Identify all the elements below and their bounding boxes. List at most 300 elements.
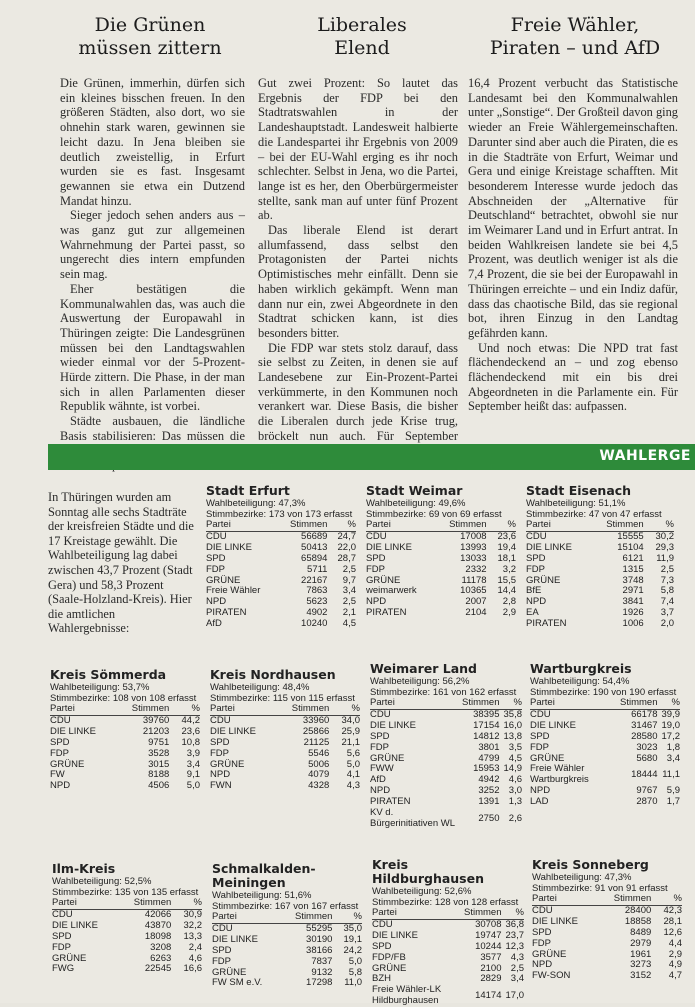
result-box <box>526 484 674 630</box>
table-row <box>50 749 200 760</box>
vote-count: 65894 <box>301 552 328 564</box>
table-header-row <box>526 520 674 531</box>
vote-count: 42066 <box>144 908 172 920</box>
result-box <box>52 862 202 975</box>
vote-percent: 5,0 <box>346 758 360 770</box>
party-name: NPD <box>366 596 387 608</box>
headline-freie-waehler: Freie Wähler, Piraten – und AfD <box>489 14 661 59</box>
table-row <box>366 565 516 576</box>
table-row <box>210 738 360 749</box>
vote-count: 10365 <box>460 585 487 597</box>
header-percent: % <box>487 520 516 531</box>
vote-percent: 5,6 <box>346 747 360 759</box>
vote-percent: 4,5 <box>508 752 522 764</box>
vote-percent: 4,5 <box>342 618 356 630</box>
vote-count: 14812 <box>473 730 500 742</box>
header-votes: Stimmen <box>115 898 172 909</box>
header-votes: Stimmen <box>113 704 170 715</box>
turnout-label: Wahlbeteiligung: 51,1% <box>526 498 626 509</box>
vote-count: 2750 <box>478 812 500 824</box>
result-box <box>370 662 522 830</box>
vote-percent: 5,9 <box>666 785 680 797</box>
party-name: LAD <box>530 796 549 808</box>
table-row <box>530 764 680 786</box>
vote-percent: 3,4 <box>666 752 680 764</box>
party-name: DIE LINKE <box>526 541 572 553</box>
table-row <box>526 543 674 554</box>
vote-percent: 2,9 <box>668 948 682 960</box>
vote-percent: 3,4 <box>186 758 200 770</box>
vote-percent: 28,7 <box>337 552 356 564</box>
table-header-row <box>532 894 682 905</box>
table-header-row <box>50 704 200 715</box>
party-name: CDU <box>370 708 391 720</box>
party-name: DIE LINKE <box>212 933 258 945</box>
turnout-label: Wahlbeteiligung: 49,6% <box>366 498 466 509</box>
table-row <box>50 781 200 792</box>
party-name: CDU <box>366 530 387 542</box>
table-header-row <box>212 912 362 923</box>
party-name: AfD <box>206 618 222 630</box>
table-row <box>530 721 680 732</box>
header-party: Partei <box>370 698 458 709</box>
vote-percent: 24,7 <box>337 530 356 542</box>
vote-percent: 21,1 <box>341 736 360 748</box>
vote-percent: 4,6 <box>508 774 522 786</box>
vote-percent: 3,9 <box>186 747 200 759</box>
vote-percent: 4,4 <box>668 937 682 949</box>
vote-count: 30708 <box>475 918 502 930</box>
party-name: FDP <box>210 747 229 759</box>
result-table <box>366 520 516 619</box>
party-name: FDP <box>526 563 545 575</box>
party-name: DIE LINKE <box>210 725 256 737</box>
party-name: DIE LINKE <box>366 541 412 553</box>
article-paragraph: Das liberale Elend ist derart allumfassend, dass selbst den Protagonisten der Partei nichts Optimistisches mehr einfällt. Denn sie haben wirklich gekämpft. Wenn man dann nur ein, zwei Abgeordnete in den Stadtrat schicken kann, ist dies besonders bitter. <box>258 223 458 340</box>
banner-title: WAHLERGE <box>599 448 691 464</box>
result-box <box>212 862 362 989</box>
vote-percent: 25,9 <box>341 725 360 737</box>
headline-row <box>0 0 695 70</box>
vote-count: 18858 <box>624 915 652 927</box>
header-party: Partei <box>526 520 588 531</box>
turnout-label: Wahlbeteiligung: 48,4% <box>210 682 310 693</box>
vote-count: 8489 <box>630 926 652 938</box>
vote-percent: 5,8 <box>660 585 674 597</box>
party-name: CDU <box>50 714 71 726</box>
party-name: GRÜNE <box>366 574 401 586</box>
result-box <box>206 484 356 630</box>
party-name: SPD <box>50 736 70 748</box>
vote-percent: 17,2 <box>661 730 680 742</box>
vote-count: 1315 <box>622 563 644 575</box>
vote-count: 2332 <box>465 563 487 575</box>
vote-count: 3252 <box>478 785 500 797</box>
table-row <box>206 543 356 554</box>
table-row <box>366 586 516 597</box>
turnout-label: Wahlbeteiligung: 56,2% <box>370 676 470 687</box>
header-votes: Stimmen <box>588 520 644 531</box>
result-box <box>366 484 516 619</box>
party-name: Freie Wähler Wartburgkreis <box>530 763 589 786</box>
header-party: Partei <box>530 698 616 709</box>
vote-percent: 5,8 <box>348 966 362 978</box>
vote-percent: 2,5 <box>660 563 674 575</box>
party-name: FW <box>50 769 65 781</box>
vote-percent: 1,3 <box>508 796 522 808</box>
party-name: NPD <box>526 596 547 608</box>
vote-count: 5006 <box>308 758 330 770</box>
results-intro: In Thüringen wurden am Sonntag alle sechs Stadträte der kreisfreien Städte und die 17 Kreistage gewählt. Die Wahlbeteiligung lag dabei zwischen 43,7 Prozent (Stadt Gera) und 58,3 Prozent (Saale-Holzland-Kreis). Hier die amtlichen Wahlergebnisse: <box>48 490 194 636</box>
header-votes: Stimmen <box>432 520 486 531</box>
result-title: Weimarer Land <box>370 661 477 676</box>
vote-percent: 39,9 <box>661 708 680 720</box>
table-row <box>372 953 524 964</box>
party-name: FDP <box>530 741 549 753</box>
table-row <box>206 586 356 597</box>
vote-count: 4799 <box>478 752 500 764</box>
vote-percent: 2,9 <box>502 607 516 619</box>
table-row <box>50 727 200 738</box>
party-name: FW SM e.V. <box>212 977 263 989</box>
vote-percent: 2,0 <box>660 618 674 630</box>
party-name: GRÜNE <box>52 952 87 964</box>
party-name: FWG <box>52 963 75 975</box>
vote-percent: 4,7 <box>668 970 682 982</box>
vote-percent: 15,5 <box>497 574 516 586</box>
districts-label: Stimmbezirke: 128 von 128 erfasst <box>372 897 519 908</box>
vote-count: 3273 <box>630 959 652 971</box>
result-title: Kreis Sonneberg <box>532 857 649 872</box>
header-votes: Stimmen <box>278 912 332 923</box>
party-name: DIE LINKE <box>530 719 576 731</box>
vote-count: 10244 <box>475 940 502 952</box>
vote-percent: 3,5 <box>508 741 522 753</box>
vote-percent: 2,5 <box>510 962 524 974</box>
party-name: NPD <box>370 785 391 797</box>
result-table <box>52 898 202 975</box>
party-name: BZH <box>372 973 391 985</box>
vote-count: 33960 <box>302 714 330 726</box>
vote-count: 13993 <box>460 541 487 553</box>
turnout-label: Wahlbeteiligung: 47,3% <box>206 498 306 509</box>
table-header-row <box>370 698 522 709</box>
vote-percent: 17,0 <box>505 989 524 1001</box>
table-row <box>206 619 356 630</box>
article-paragraph: Städte ausbauen, die ländliche Basis stabilisieren: Das müssen die <box>60 414 245 443</box>
party-name: CDU <box>210 714 231 726</box>
table-row <box>210 781 360 792</box>
vote-percent: 11,0 <box>344 977 362 989</box>
article-paragraph: 16,4 Prozent verbucht das Statistische Landesamt bei den Kommunalwahlen unter „Sonstige“. Der Großteil davon ging wieder an Freie Wählergemeinschaften. Darunter sind aber auch die Piraten, die es in die Stadträte von Erfurt, Weimar und Gera und einige Kreistage schafften. Mit besonderem Interesse wurde jedoch das Abschneiden der „Alternative für Deutschland“ betrachtet, obwohl sie nur im Weimarer Land und in Erfurt antrat. In beiden Wahlkreisen landete sie bei 4,5 Prozent, was deutlich weniger ist als die 7,4 Prozent, die sie bei der Europawahl in Thüringen erreichte – und ein Indiz dafür, dass das chaotische Bild, das sie regional bot, ihren Einzug in den Landtag gefährden kann. <box>468 76 678 340</box>
party-name: SPD <box>206 552 226 564</box>
result-table <box>210 704 360 792</box>
party-name: FDP <box>206 563 225 575</box>
vote-count: 5623 <box>306 596 328 608</box>
result-title: Stadt Erfurt <box>206 483 290 498</box>
vote-count: 21203 <box>142 725 170 737</box>
header-votes: Stimmen <box>460 908 501 919</box>
table-row <box>372 942 524 953</box>
table-row <box>530 732 680 743</box>
table-header-row <box>372 908 524 919</box>
result-title: Ilm-Kreis <box>52 861 116 876</box>
vote-percent: 2,6 <box>508 812 522 824</box>
header-party: Partei <box>212 912 278 923</box>
header-percent: % <box>169 704 200 715</box>
result-title: Kreis Sömmerda <box>50 667 167 682</box>
table-row <box>212 957 362 968</box>
vote-percent: 9,1 <box>186 769 200 781</box>
article-column-3 <box>468 76 678 414</box>
vote-percent: 23,6 <box>497 530 516 542</box>
vote-count: 18444 <box>631 768 658 780</box>
districts-label: Stimmbezirke: 190 von 190 erfasst <box>530 687 677 698</box>
vote-percent: 16,6 <box>183 963 202 975</box>
vote-percent: 36,8 <box>505 918 524 930</box>
vote-count: 43870 <box>144 919 172 931</box>
vote-percent: 4,9 <box>668 959 682 971</box>
party-name: PIRATEN <box>370 796 411 808</box>
table-row <box>212 935 362 946</box>
vote-percent: 3,4 <box>342 585 356 597</box>
turnout-label: Wahlbeteiligung: 47,3% <box>532 872 632 883</box>
table-row <box>530 797 680 808</box>
vote-count: 22545 <box>144 963 172 975</box>
result-title: Wartburgkreis <box>530 661 632 676</box>
vote-percent: 35,8 <box>503 708 522 720</box>
vote-count: 50413 <box>301 541 328 553</box>
header-party: Partei <box>52 898 115 909</box>
table-row <box>206 565 356 576</box>
result-table <box>532 894 682 982</box>
party-name: DIE LINKE <box>372 929 418 941</box>
party-name: CDU <box>530 708 551 720</box>
districts-label: Stimmbezirke: 161 von 162 erfasst <box>370 687 517 698</box>
vote-percent: 4,1 <box>346 769 360 781</box>
vote-count: 4328 <box>308 780 330 792</box>
header-votes: Stimmen <box>273 704 330 715</box>
vote-percent: 14,4 <box>497 585 516 597</box>
party-name: FDP <box>366 563 385 575</box>
vote-percent: 14,9 <box>503 763 522 775</box>
vote-count: 17154 <box>473 719 500 731</box>
article-paragraph: Sieger jedoch sehen anders aus – was ganz gut zur allgemeinen Wahrnehmung der Partei passt, so ungerecht dies intern empfunden sein mag. <box>60 208 245 282</box>
table-row <box>526 554 674 565</box>
table-row <box>526 597 674 608</box>
vote-percent: 11,9 <box>656 552 674 564</box>
header-party: Partei <box>372 908 460 919</box>
party-name: EA <box>526 607 539 619</box>
party-name: PIRATEN <box>206 607 247 619</box>
vote-count: 2100 <box>480 962 502 974</box>
vote-percent: 13,8 <box>503 730 522 742</box>
vote-percent: 42,3 <box>663 904 682 916</box>
party-name: PIRATEN <box>366 607 407 619</box>
vote-percent: 2,1 <box>342 607 356 619</box>
table-row <box>532 939 682 950</box>
table-row <box>210 749 360 760</box>
party-name: DIE LINKE <box>370 719 416 731</box>
party-name: NPD <box>50 780 71 792</box>
vote-count: 13033 <box>460 552 487 564</box>
turnout-label: Wahlbeteiligung: 52,5% <box>52 876 152 887</box>
table-row <box>530 743 680 754</box>
vote-count: 3152 <box>630 970 652 982</box>
vote-count: 6121 <box>622 552 644 564</box>
vote-count: 30190 <box>306 933 333 945</box>
vote-count: 28400 <box>624 904 652 916</box>
party-name: CDU <box>52 908 73 920</box>
header-percent: % <box>502 908 525 919</box>
vote-percent: 4,3 <box>346 780 360 792</box>
party-name: FDP <box>212 955 231 967</box>
result-table <box>370 698 522 830</box>
vote-percent: 23,6 <box>181 725 200 737</box>
party-name: SPD <box>210 736 230 748</box>
header-percent: % <box>644 520 674 531</box>
table-row <box>370 732 522 743</box>
vote-count: 38166 <box>306 944 333 956</box>
result-table <box>212 912 362 989</box>
vote-percent: 3,4 <box>510 973 524 985</box>
vote-count: 2979 <box>630 937 652 949</box>
table-row <box>52 954 202 965</box>
vote-percent: 22,0 <box>337 541 356 553</box>
vote-percent: 44,2 <box>181 714 200 726</box>
table-row <box>206 554 356 565</box>
vote-count: 3015 <box>148 758 170 770</box>
vote-count: 10240 <box>301 618 328 630</box>
vote-count: 5680 <box>636 752 658 764</box>
vote-percent: 2,4 <box>188 941 202 953</box>
vote-count: 3528 <box>148 747 170 759</box>
party-name: DIE LINKE <box>206 541 252 553</box>
vote-count: 1006 <box>622 618 644 630</box>
table-row <box>532 917 682 928</box>
vote-percent: 19,4 <box>497 541 516 553</box>
header-party: Partei <box>532 894 595 905</box>
vote-percent: 29,3 <box>655 541 674 553</box>
vote-percent: 1,7 <box>666 796 680 808</box>
vote-count: 18098 <box>144 930 172 942</box>
vote-count: 5711 <box>307 563 328 575</box>
party-name: KV d. Bürgerinitiativen WL <box>370 807 456 829</box>
table-row <box>52 943 202 954</box>
vote-count: 1926 <box>622 607 644 619</box>
vote-percent: 13,3 <box>183 930 202 942</box>
table-row <box>526 576 674 587</box>
vote-percent: 2,5 <box>342 596 356 608</box>
table-row <box>212 946 362 957</box>
vote-count: 3023 <box>636 741 658 753</box>
party-name: GRÜNE <box>370 752 405 764</box>
table-row <box>50 760 200 771</box>
vote-count: 4902 <box>306 607 328 619</box>
article-paragraph: Eher bestätigen die Kommunalwahlen das, was auch die Auswertung der Europawahl in Thüringen zeigte: Die Landesgrünen müssen bei den Landtagswahlen wieder einmal vor der 5-Prozent-Hürde zittern. Die Phase, in der man sich in allen Parlamenten dieser Republik wähnte, ist vorbei. <box>60 281 245 414</box>
party-name: GRÜNE <box>526 574 561 586</box>
vote-count: 28580 <box>631 730 658 742</box>
vote-percent: 2,5 <box>342 563 356 575</box>
result-title: Stadt Eisenach <box>526 483 632 498</box>
vote-percent: 5,0 <box>186 780 200 792</box>
result-title: Kreis Hildburghausen <box>372 857 484 886</box>
result-box <box>372 858 524 1007</box>
article-paragraph: Gut zwei Prozent: So lautet das Ergebnis der FDP bei den Stadtratswahlen in der Landeshauptstadt. Landesweit halbierte die Landespartei ihr Ergebnis von 2009 – bei der EU-Wahl erging es ihr noch schlechter. Selbst in Jena, wo die Partei, lange ist es her, den Oberbürgermeister stellte, sank man auf unter fünf Prozent ab. <box>258 76 458 223</box>
table-row <box>526 565 674 576</box>
party-name: CDU <box>372 918 393 930</box>
vote-count: 2971 <box>622 585 644 597</box>
vote-count: 38395 <box>473 708 500 720</box>
headline-gruene: Die Grünen müssen zittern <box>78 14 222 59</box>
vote-count: 8188 <box>148 769 170 781</box>
vote-count: 25866 <box>302 725 330 737</box>
vote-count: 55295 <box>306 922 333 934</box>
result-box <box>530 662 680 808</box>
table-row <box>370 808 522 830</box>
party-name: GRÜNE <box>372 962 407 974</box>
party-name: NPD <box>210 769 231 781</box>
party-name: FW-SON <box>532 970 571 982</box>
vote-count: 3801 <box>478 741 500 753</box>
districts-label: Stimmbezirke: 91 von 91 erfasst <box>532 883 668 894</box>
vote-count: 3748 <box>622 574 644 586</box>
turnout-label: Wahlbeteiligung: 53,7% <box>50 682 150 693</box>
vote-count: 7863 <box>306 585 328 597</box>
vote-percent: 19,0 <box>661 719 680 731</box>
table-row <box>52 921 202 932</box>
result-box <box>210 668 360 792</box>
table-row <box>212 978 362 989</box>
vote-percent: 3,2 <box>502 563 516 575</box>
header-percent: % <box>658 698 681 709</box>
vote-percent: 7,3 <box>660 574 674 586</box>
header-percent: % <box>329 704 360 715</box>
party-name: DIE LINKE <box>50 725 96 737</box>
table-row <box>532 971 682 982</box>
vote-count: 3841 <box>622 596 644 608</box>
header-party: Partei <box>206 520 275 531</box>
party-name: GRÜNE <box>530 752 565 764</box>
vote-count: 9751 <box>148 736 170 748</box>
party-name: DIE LINKE <box>52 919 98 931</box>
districts-label: Stimmbezirke: 47 von 47 erfasst <box>526 509 662 520</box>
party-name: CDU <box>526 530 547 542</box>
table-row <box>366 554 516 565</box>
article-paragraph: Die Grünen, immerhin, dürfen sich ein kleines bisschen freuen. In den größeren Städten, also dort, wo sie ohnehin stark waren, gewinnen sie leicht dazu. In Jena bleiben sie deutlich zweistellig, in Erfurt wurden sie es fast. Insgesamt gewannen sie etwa ein Dutzend Mandat hinzu. <box>60 76 245 208</box>
vote-count: 1961 <box>630 948 652 960</box>
party-name: NPD <box>206 596 227 608</box>
vote-count: 2007 <box>465 596 487 608</box>
table-row <box>370 743 522 754</box>
vote-count: 1391 <box>478 796 500 808</box>
party-name: SPD <box>372 940 392 952</box>
vote-count: 14174 <box>475 989 502 1001</box>
party-name: weimarwerk <box>366 585 417 597</box>
result-table <box>50 704 200 792</box>
header-votes: Stimmen <box>595 894 652 905</box>
vote-count: 66178 <box>631 708 658 720</box>
vote-count: 7837 <box>311 955 333 967</box>
header-party: Partei <box>50 704 113 715</box>
districts-label: Stimmbezirke: 135 von 135 erfasst <box>52 887 199 898</box>
party-name: CDU <box>206 530 227 542</box>
party-name: SPD <box>532 926 552 938</box>
table-row <box>526 586 674 597</box>
vote-percent: 3,7 <box>660 607 674 619</box>
districts-label: Stimmbezirke: 167 von 167 erfasst <box>212 901 359 912</box>
vote-count: 17298 <box>306 977 333 989</box>
